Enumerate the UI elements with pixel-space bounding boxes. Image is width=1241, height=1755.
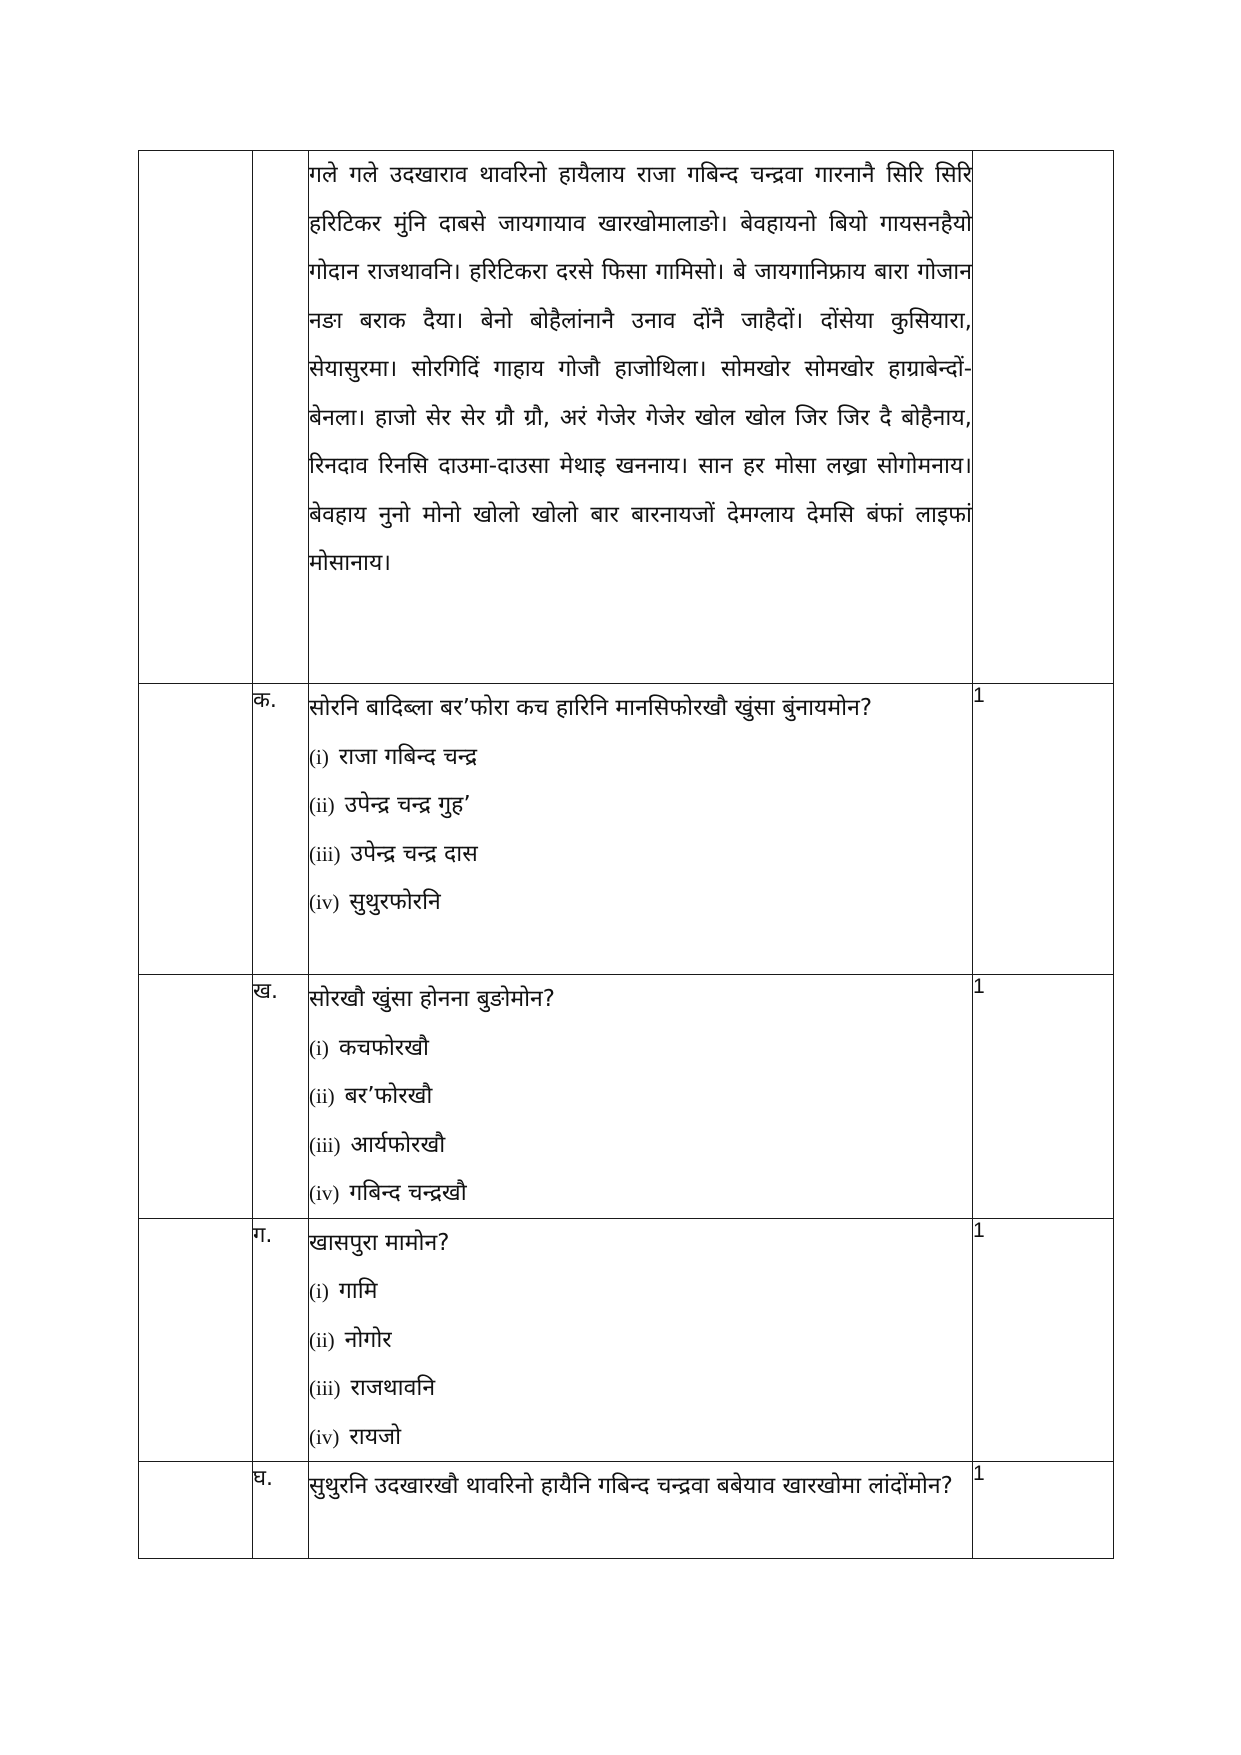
option-item <box>309 781 972 830</box>
option-item <box>309 1121 972 1170</box>
question-row <box>139 684 1114 975</box>
option-item <box>309 830 972 879</box>
empty-cell <box>139 1462 253 1559</box>
question-cell <box>309 1462 973 1559</box>
question-text: खासपुरा मामोन? <box>309 1229 450 1256</box>
option-number: (iii) <box>309 1132 341 1157</box>
option-item <box>309 733 972 782</box>
passage-text: गले गले उदखाराव थावरिनो हायैलाय राजा गबिन्द चन्द्रवा गारनानै सिरि सिरि हरिटिकर मुंनि दाबसे जायगायाव खारखोमालाङो। बेवहायनो बियो गायसनहैयो गोदान राजथावनि। हरिटिकरा दरसे फिसा गामिसो। बे जायगानिफ्राय बारा गोजान नङा बराक दैया। बेनो बोहैलांनानै उनाव दोंनै जाहैदों। दोंसेया कुसियारा, सेयासुरमा। सोरगिदिं गाहाय गोजौ हाजोथिला। सोमखोर सोमखोर हाग्राबेन्दों-बेनला। हाजो सेर सेर ग्रौ ग्रौ, अरं गेजेर गेजेर खोल खोल जिर जिर दै बोहैनाय, रिनदाव रिनसि दाउमा-दाउसा मेथाइ खननाय। सान हर मोसा लख्रा सोगोमनाय। बेवहाय नुनो मोनो खोलो खोलो बार बारनायजों देमग्लाय देमसि बंफां लाइफां मोसानाय। <box>309 162 972 576</box>
question-label: ग. <box>253 1218 309 1462</box>
option-number: (i) <box>309 1035 329 1060</box>
option-text: उपेन्द्र चन्द्र गुह’ <box>344 792 471 818</box>
option-text: नोगोर <box>344 1326 392 1353</box>
question-row <box>139 1218 1114 1462</box>
option-text: कचफोरखौ <box>338 1034 429 1061</box>
option-item <box>309 878 972 927</box>
question-cell <box>309 1218 973 1462</box>
option-number: (iv) <box>309 1424 340 1449</box>
question-text: सोरनि बादिब्ला बर’फोरा कच हारिनि मानसिफोरखौ खुंसा बुंनायमोन? <box>309 695 873 721</box>
question-text: सुथुरनि उदखारखौ थावरिनो हायैनि गबिन्द चन्द्रवा बबेयाव खारखोमा लांदोंमोन? <box>309 1473 953 1499</box>
option-text: गामि <box>338 1278 378 1304</box>
empty-cell <box>973 151 1114 684</box>
option-text: उपेन्द्र चन्द्र दास <box>350 840 478 867</box>
question-label: क. <box>253 684 309 975</box>
option-number: (iv) <box>309 1181 340 1205</box>
empty-cell <box>139 1218 253 1462</box>
question-row <box>139 975 1114 1219</box>
question-cell <box>309 684 973 975</box>
option-number: (iii) <box>309 1376 341 1400</box>
marks-cell: 1 <box>973 1218 1114 1462</box>
question-row <box>139 1462 1114 1559</box>
option-number: (ii) <box>309 793 335 817</box>
option-item <box>309 1364 972 1413</box>
option-text: गबिन्द चन्द्रखौ <box>349 1180 467 1206</box>
empty-cell <box>139 975 253 1219</box>
option-number: (ii) <box>309 1327 335 1352</box>
option-item <box>309 1267 972 1316</box>
option-item <box>309 1169 972 1218</box>
option-text: राजथावनि <box>350 1375 436 1401</box>
question-table <box>138 150 1114 1559</box>
option-number: (iii) <box>309 841 341 866</box>
question-label: घ. <box>253 1462 309 1559</box>
option-item <box>309 1024 972 1073</box>
option-text: रायजो <box>349 1423 402 1450</box>
option-item <box>309 1072 972 1121</box>
question-label: ख. <box>253 975 309 1219</box>
option-number: (ii) <box>309 1084 335 1108</box>
marks-cell: 1 <box>973 1462 1114 1559</box>
empty-cell <box>253 151 309 684</box>
empty-cell <box>139 684 253 975</box>
option-text: बर’फोरखौ <box>344 1083 433 1109</box>
empty-cell <box>139 151 253 684</box>
option-text: आर्यफोरखौ <box>350 1131 446 1158</box>
marks-cell: 1 <box>973 975 1114 1219</box>
passage-row <box>139 151 1114 684</box>
option-number: (i) <box>309 1279 329 1303</box>
marks-cell: 1 <box>973 684 1114 975</box>
option-text: सुथुरफोरनि <box>349 889 441 915</box>
option-text: राजा गबिन्द चन्द्र <box>338 743 478 770</box>
option-number: (iv) <box>309 890 340 914</box>
question-cell <box>309 975 973 1219</box>
question-text: सोरखौ खुंसा होनना बुङोमोन? <box>309 986 556 1012</box>
option-number: (i) <box>309 744 329 769</box>
option-item <box>309 1413 972 1462</box>
passage-cell <box>309 151 973 684</box>
option-item <box>309 1316 972 1365</box>
